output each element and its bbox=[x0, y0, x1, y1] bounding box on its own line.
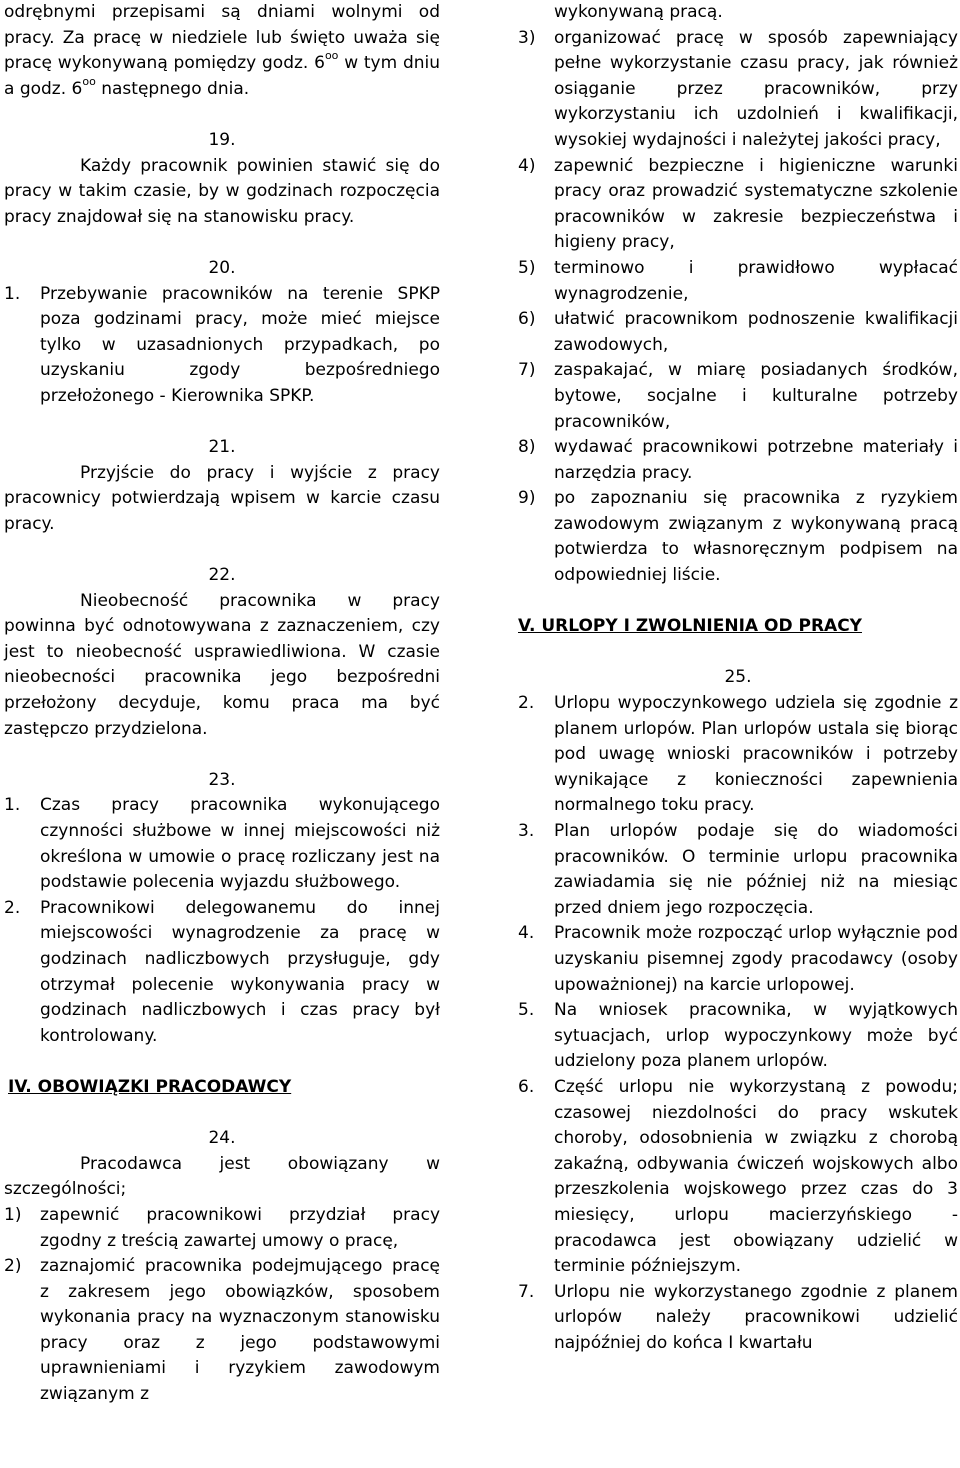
item-number: 5. bbox=[518, 1000, 535, 1021]
item-number: 7) bbox=[518, 360, 536, 381]
section-24-intro: Pracodawca jest obowiązany w szczególności; bbox=[4, 1153, 440, 1200]
item-number: 4. bbox=[518, 923, 535, 944]
section-23-item-1 bbox=[4, 793, 440, 895]
item-number: 1. bbox=[4, 795, 21, 816]
item-text: Urlopu nie wykorzystanego zgodnie z planem urlopów należy pracownikowi udzielić najpóźniej do końca I kwartału bbox=[554, 1281, 958, 1353]
item-text: Pracownik może rozpocząć urlop wyłącznie pod uzyskaniu pisemnej zgody pracodawcy (osoby upoważnionej) na karcie urlopowej. bbox=[554, 923, 958, 995]
section-25-item-2 bbox=[518, 691, 958, 819]
item-number: 3. bbox=[518, 821, 535, 841]
item-number: 3) bbox=[518, 27, 536, 48]
section-20-item-1 bbox=[4, 282, 440, 410]
item-text: wydawać pracownikowi potrzebne materiały i narzędzia pracy. bbox=[554, 437, 958, 483]
section-24-item-2 bbox=[4, 1254, 440, 1408]
item-number: 8) bbox=[518, 437, 536, 458]
item-text: Przebywanie pracowników na terenie SPKP poza godzinami pracy, może mieć miejsce tylko w uzasadnionych przypadkach, po uzyskaniu zgody bezpośredniego przełożonego - Kierownika SPKP. bbox=[40, 283, 440, 406]
section-23-number: 23. bbox=[208, 769, 236, 790]
section-24-item-3 bbox=[518, 26, 958, 154]
item-text: Pracownikowi delegowanemu do innej miejscowości wynagrodzenie za pracę w godzinach nadliczbowych przysługuje, gdy otrzymał polecenie wykonywania pracy w godzinach nadliczbowych i czas pracy był kontrolowany. bbox=[40, 897, 440, 1046]
item-text: Część urlopu nie wykorzystaną z powodu; czasowej niezdolności do pracy wskutek choroby, odosobnienia w związku z chorobą zakaźną, odbywania ćwiczeń wojskowych albo przeszkolenia wojskowego przez czas do 3 miesięcy, urlopu macierzyńskiego - pracodawca jest obowiązany udzielić w terminie późniejszym. bbox=[554, 1076, 958, 1277]
item-text: Plan urlopów podaje się do wiadomości pracowników. O terminie urlopu pracownika zawiadamia się nie później niż na miesiąc przed dniem jego rozpoczęcia. bbox=[554, 821, 958, 918]
item-number: 2. bbox=[518, 693, 535, 714]
item-number: 1) bbox=[4, 1204, 22, 1225]
item-text: Czas pracy pracownika wykonującego czynności służbowe w innej miejscowości niż określona w umowie o pracę rozliczany jest na podstawie polecenia wyjazdu służbowego. bbox=[40, 795, 440, 893]
item-number: 2. bbox=[4, 897, 21, 918]
section-25-item-5 bbox=[518, 998, 958, 1075]
section-24-item-4 bbox=[518, 154, 958, 256]
item-number: 6. bbox=[518, 1076, 535, 1097]
section-25-item-3 bbox=[518, 819, 958, 921]
item-number: 5) bbox=[518, 257, 536, 278]
item-text: po zapoznaniu się pracownika z ryzykiem zawodowym związanym z wykonywaną pracą potwierdza to własnoręcznym podpisem na odpowiedniej liście. bbox=[554, 488, 958, 586]
section-25-item-6 bbox=[518, 1075, 958, 1280]
item-number: 9) bbox=[518, 488, 536, 509]
section-19-number: 19. bbox=[208, 129, 236, 150]
item-text: terminowo i prawidłowo wypłacać wynagrodzenie, bbox=[554, 257, 958, 304]
item-number: 2) bbox=[4, 1256, 22, 1277]
item-number: 1. bbox=[4, 283, 21, 304]
chapter-iv-heading: IV. OBOWIĄZKI PRACODAWCY bbox=[8, 1076, 292, 1097]
section-22-number: 22. bbox=[208, 565, 236, 586]
item-text: zaznajomić pracownika podejmującego pracę z zakresem jego obowiązków, sposobem wykonania pracy na wyznaczonym stanowisku pracy oraz z jego podstawowymi uprawnieniami i ryzykiem zawodowym związanym z bbox=[40, 1256, 440, 1405]
item-text: Na wniosek pracownika, w wyjątkowych sytuacjach, urlop wypoczynkowy może być udzielony poza planem urlopów. bbox=[554, 1000, 958, 1072]
section-20-number: 20. bbox=[208, 257, 236, 278]
section-24-number: 24. bbox=[208, 1128, 236, 1149]
section-24-item-1 bbox=[4, 1203, 440, 1254]
item-text: zaspakajać, w miarę posiadanych środków, bytowe, socjalne i kulturalne potrzeby pracowników, bbox=[554, 360, 958, 432]
section-21-number: 21. bbox=[208, 437, 236, 458]
section-21-text: Przyjście do pracy i wyjście z pracy pracownicy potwierdzają wpisem w karcie czasu pracy. bbox=[4, 462, 440, 534]
intro-paragraph: odrębnymi przepisami są dniami wolnymi od pracy. Za pracę w niedziele lub święto uważa się pracę wykonywaną pomiędzy godz. $6^{oo}$ w tym dniu a godz. $6^{oo}$ następnego dnia. bbox=[4, 2, 441, 99]
section-25-item-4 bbox=[518, 921, 958, 998]
chapter-v-heading: V. URLOPY I ZWOLNIENIA OD PRACY bbox=[518, 616, 862, 637]
left-column bbox=[4, 0, 440, 1408]
section-22-text: Nieobecność pracownika w pracy powinna być odnotowywana z zaznaczeniem, czy jest to nieobecność usprawiedliwiona. W czasie nieobecności pracownika jego bezpośredni przełożony decyduje, komu praca ma być zastępczo przydzielona. bbox=[4, 590, 440, 739]
section-23-item-2 bbox=[4, 896, 440, 1050]
item-text: Urlopu wypoczynkowego udziela się zgodnie z planem urlopów. Plan urlopów ustala się biorąc pod uwagę wnioski pracowników i potrzeby wynikające z konieczności zapewnienia normalnego toku pracy. bbox=[554, 693, 958, 816]
section-24-item-5 bbox=[518, 256, 958, 307]
item-number: 4) bbox=[518, 155, 536, 176]
section-25-item-7 bbox=[518, 1280, 958, 1357]
item-text: ułatwić pracownikom podnoszenie kwalifikacji zawodowych, bbox=[554, 309, 958, 355]
section-24-item-9 bbox=[518, 486, 958, 588]
item-text: organizować pracę w sposób zapewniający pełne wykorzystanie czasu pracy, jak również osiąganie przez pracowników, przy wykorzystaniu ich uzdolnień i kwalifikacji, wysokiej wydajności i należytej jakości pracy, bbox=[554, 27, 958, 150]
continued-text: wykonywaną pracą. bbox=[554, 2, 723, 22]
section-24-item-7 bbox=[518, 358, 958, 435]
item-text: zapewnić pracownikowi przydział pracy zgodny z treścią zawartej umowy o pracę, bbox=[40, 1204, 440, 1251]
item-text: zapewnić bezpieczne i higieniczne warunki pracy oraz prowadzić systematyczne szkolenie pracowników w zakresie bezpieczeństwa i higieny pracy, bbox=[554, 155, 958, 253]
item-number: 6) bbox=[518, 309, 536, 330]
item-number: 7. bbox=[518, 1281, 535, 1302]
section-25-number: 25. bbox=[724, 667, 752, 688]
section-24-item-8 bbox=[518, 435, 958, 486]
right-column bbox=[518, 0, 958, 1356]
section-24-item-6 bbox=[518, 307, 958, 358]
section-19-text: Każdy pracownik powinien stawić się do pracy w takim czasie, by w godzinach rozpoczęcia pracy znajdował się na stanowisku pracy. bbox=[4, 155, 440, 227]
